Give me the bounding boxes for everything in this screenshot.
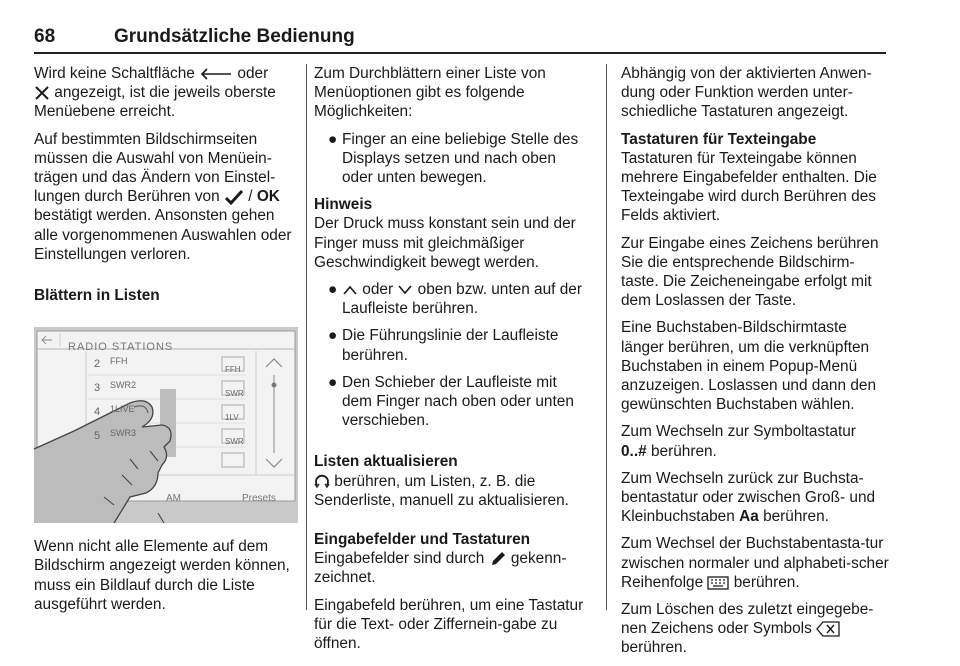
list-item: ● Finger an eine beliebige Stelle des Displays setzen und nach oben oder unten bewegen.: [314, 130, 588, 188]
screenshot-row-name: FFH: [110, 356, 128, 367]
note-title: Hinweis: [314, 196, 373, 214]
page-title: Grundsätzliche Bedienung: [114, 26, 355, 47]
screenshot-row-number: 3: [94, 382, 101, 395]
close-icon: [34, 85, 50, 101]
checkmark-icon: [224, 189, 244, 205]
paragraph: Zum Wechseln zur Symboltastatur 0..# berühren.: [621, 423, 856, 460]
list-item: ● oder oben bzw. unten auf der Laufleiste berühren.: [314, 280, 588, 318]
pencil-icon: [489, 550, 507, 568]
bullet-dot: ●: [328, 373, 338, 391]
paragraph: Eingabefelder sind durch gekenn-zeichnet.: [314, 550, 567, 587]
bullet-dot: ●: [328, 281, 338, 299]
paragraph: berühren, um Listen, z. B. die Senderliste, manuell zu aktualisieren.: [314, 472, 569, 509]
page-number: 68: [34, 26, 56, 47]
back-arrow-icon: [199, 68, 233, 80]
note-text: Der Druck muss konstant sein und der Finger muss mit gleichmäßiger Geschwindigkeit bewegt werden.: [314, 215, 576, 271]
keyboard-icon: [707, 576, 729, 590]
screenshot-row-number: 4: [94, 406, 101, 419]
screenshot-row-name: 1LIVE: [110, 404, 135, 415]
screenshot-footer-presets: Presets: [242, 493, 276, 505]
screenshot-row-tag: FFH: [225, 365, 241, 375]
bullet-dot: ●: [328, 327, 338, 345]
list-item: ● Die Führungslinie der Laufleiste berühren.: [314, 326, 588, 364]
column-divider: [306, 64, 307, 610]
paragraph: Zum Durchblättern einer Liste von Menüoptionen gibt es folgende Möglichkeiten:: [314, 65, 546, 121]
screenshot-row-name: SWR3: [110, 428, 137, 439]
paragraph: Zum Wechseln zurück zur Buchsta-bentastatur oder zwischen Groß- und Kleinbuchstaben Aa berühren.: [621, 469, 876, 526]
ok-label: OK: [256, 188, 280, 206]
screenshot-row-tag: SWR: [225, 389, 244, 399]
screenshot-row-number: 2: [94, 358, 101, 371]
subsection-title: Listen aktualisieren: [314, 453, 458, 471]
screenshot-row-tag: 1LV: [225, 413, 239, 423]
paragraph: Auf bestimmten Bildschirmseiten müssen die Auswahl von Menüein-trägen und das Ändern von Einstel-lungen durch Berühren von / OK bestätigt werden. Ansonsten gehen alle vorgenommenen Auswahlen oder Einstellungen verloren.: [34, 130, 292, 263]
chevron-up-icon: [342, 284, 358, 296]
screenshot-row-name: SWR2: [110, 380, 137, 391]
radio-stations-screenshot: [34, 327, 298, 523]
paragraph: Zum Wechsel der Buchstabentasta-tur zwischen normaler und alphabeti-scher Reihenfolge berühren.: [621, 535, 889, 591]
screenshot-footer-am: AM: [166, 493, 181, 505]
column-left: [34, 64, 300, 622]
screenshot-row-number: 5: [94, 430, 101, 443]
list-item: ● Den Schieber der Laufleiste mit dem Finger nach oben oder unten verschieben.: [314, 373, 588, 431]
paragraph: Zum Löschen des zuletzt eingegebe-nen Zeichens oder Symbols berühren.: [621, 601, 874, 657]
column-divider: [606, 64, 607, 610]
chevron-down-icon: [397, 284, 413, 296]
symbol-keyboard-label: 0..#: [621, 442, 647, 460]
paragraph: Abhängig von der aktivierten Anwen-dung oder Funktion werden unter-schiedliche Tastaturen angezeigt.: [621, 65, 872, 121]
subsection-title: Eingabefelder und Tastaturen: [314, 531, 531, 549]
backspace-icon: [816, 621, 840, 637]
refresh-icon: [314, 474, 330, 490]
paragraph: Tastaturen für Texteingabe können mehrere Eingabefelder enthalten. Die Texteingabe wird durch Berühren des Felds aktiviert.: [621, 149, 877, 225]
paragraph: Wenn nicht alle Elemente auf dem Bildschirm angezeigt werden können, muss ein Bildlauf durch die Liste ausgeführt werden.: [34, 538, 290, 613]
column-right: [621, 64, 889, 666]
subsection-title: Tastaturen für Texteingabe: [621, 130, 817, 148]
screenshot-title: RADIO STATIONS: [68, 341, 174, 354]
paragraph: Wird keine Schaltfläche oder angezeigt, ist die jeweils oberste Menüebene erreicht.: [34, 65, 276, 121]
section-heading: Blättern in Listen: [34, 287, 160, 305]
bullet-dot: ●: [328, 130, 338, 148]
paragraph: Zur Eingabe eines Zeichens berühren Sie die entsprechende Bildschirm-taste. Die Zeicheneingabe erfolgt mit dem Loslassen der Taste.: [621, 234, 879, 310]
paragraph: Eine Buchstaben-Bildschirmtaste länger berühren, um die verknüpften Buchstaben in einem Popup-Menü anzuzeigen. Loslassen und dann den gewünschten Buchstaben wählen.: [621, 319, 877, 414]
page-header: [34, 26, 886, 54]
paragraph: Eingabefeld berühren, um eine Tastatur für die Text- oder Ziffernein-gabe zu öffnen.: [314, 596, 584, 653]
column-middle: [314, 64, 588, 661]
case-toggle-label: Aa: [739, 508, 759, 526]
screenshot-row-tag: SWR: [225, 437, 244, 447]
